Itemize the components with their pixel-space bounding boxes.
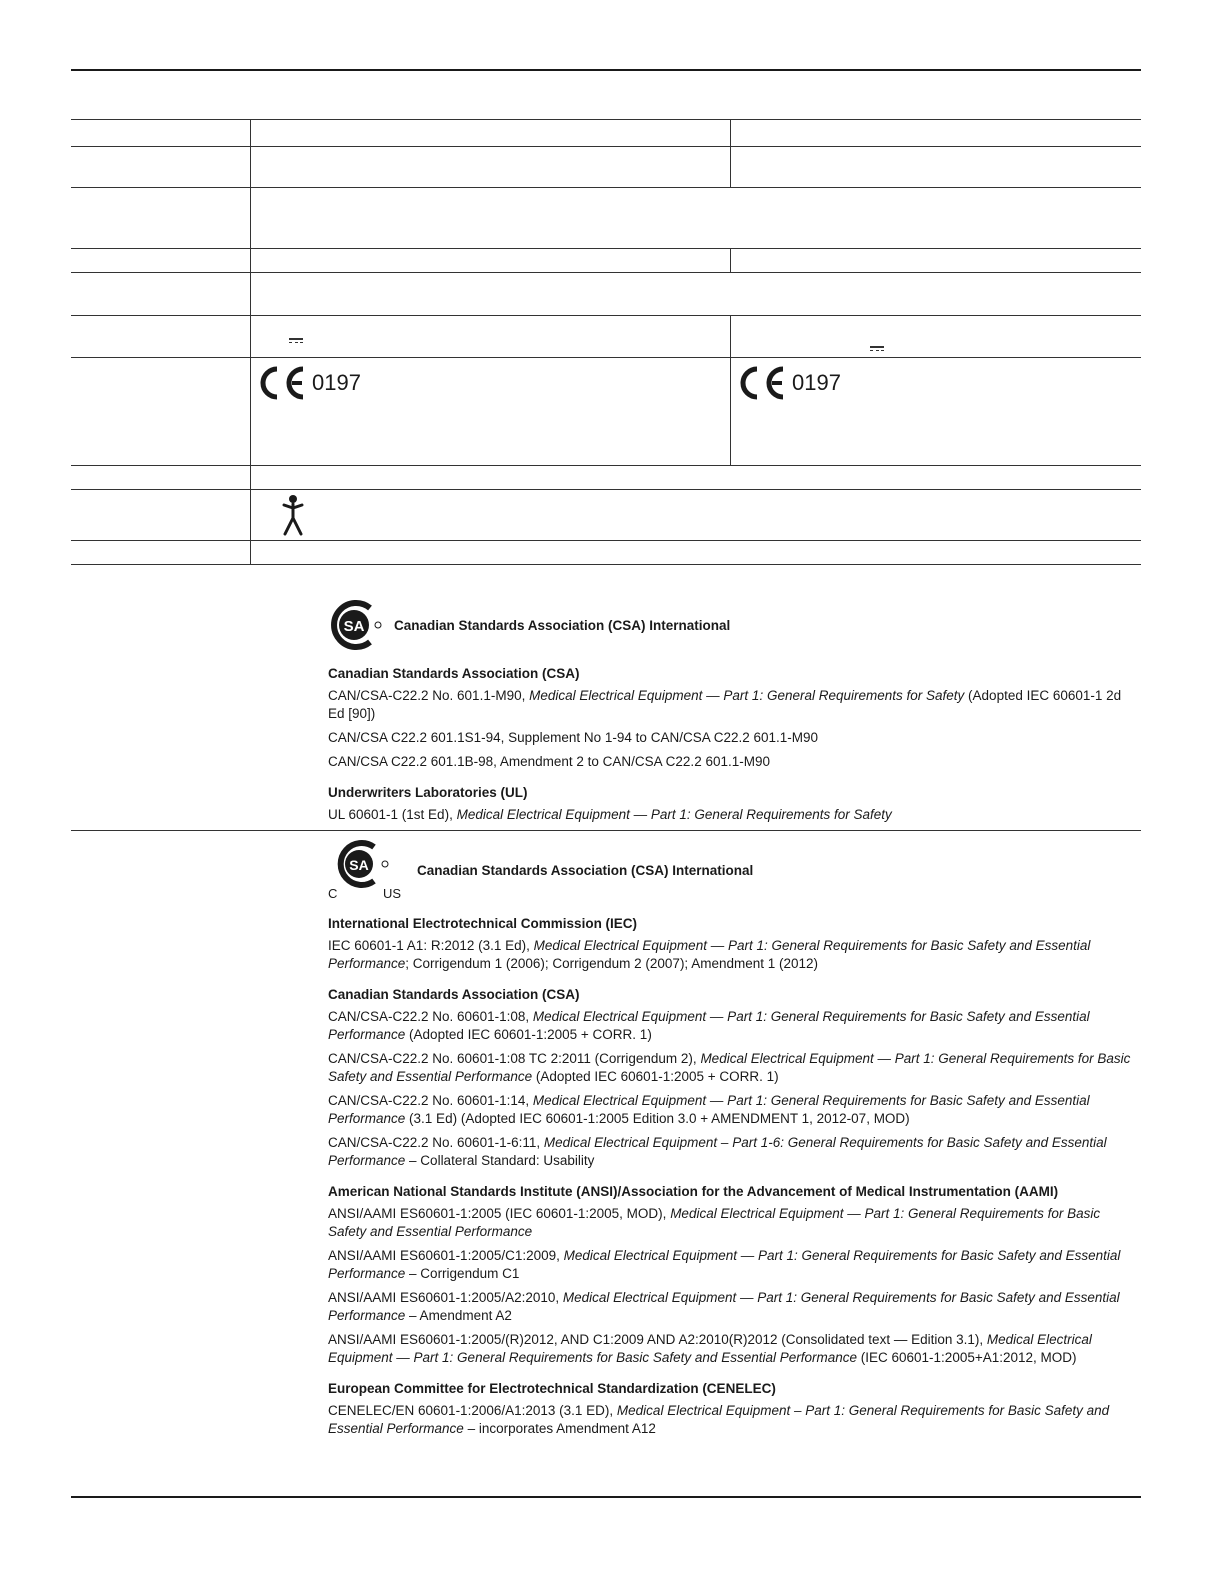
value-cell xyxy=(250,249,730,272)
value-cell xyxy=(250,147,730,187)
value-cell xyxy=(730,147,1141,187)
label-cell xyxy=(71,147,250,187)
ce-mark-icon xyxy=(258,366,306,400)
table-row xyxy=(71,316,1141,358)
standards-block-csa-cus xyxy=(328,838,1141,1444)
standard-item: ANSI/AAMI ES60601-1:2005/(R)2012, AND C1:2009 AND A2:2010(R)2012 (Consolidated text — Edition 3.1), Medical Electrical Equipment — Part 1: General Requirements for Basic Safety and Essential Performance (IEC 60601-1:2005+A1:2012, MOD) xyxy=(328,1332,1092,1365)
label-cell xyxy=(71,273,250,315)
csa-logo-heading xyxy=(328,598,1141,652)
svg-text:SA: SA xyxy=(349,857,369,873)
value-cell xyxy=(250,541,1141,564)
standard-item: CAN/CSA-C22.2 No. 60601-1:08 TC 2:2011 (Corrigendum 2), Medical Electrical Equipment — Part 1: General Requirements for Basic Safety and Essential Performance (Adopted IEC 60601-1:2005 + CORR. 1) xyxy=(328,1051,1131,1084)
value-cell xyxy=(250,466,1141,489)
org-heading: American National Standards Institute (ANSI)/Association for the Advancement of Medical Instrumentation (AAMI) xyxy=(328,1184,1059,1199)
logo-us-text: US xyxy=(383,886,402,901)
csa-cus-logo-heading xyxy=(328,838,1141,902)
table-row xyxy=(71,188,1141,249)
label-cell xyxy=(71,316,250,357)
csa-international-title: Canadian Standards Association (CSA) International xyxy=(417,862,754,878)
value-cell xyxy=(730,249,1141,272)
logo-c-text: C xyxy=(328,886,338,901)
standard-item: CAN/CSA-C22.2 No. 601.1-M90, Medical Electrical Equipment — Part 1: General Requirements for Safety (Adopted IEC 60601-1 2d Ed [90]) xyxy=(328,688,1122,721)
org-heading: European Committee for Electrotechnical Standardization (CENELEC) xyxy=(328,1381,776,1396)
label-cell xyxy=(71,490,250,540)
standard-item: CENELEC/EN 60601-1:2006/A1:2013 (3.1 ED), Medical Electrical Equipment – Part 1: General Requirements for Basic Safety and Essential Performance – incorporates Amendment A12 xyxy=(328,1403,1110,1436)
value-cell xyxy=(250,316,730,357)
standard-item: CAN/CSA C22.2 601.1B-98, Amendment 2 to CAN/CSA C22.2 601.1-M90 xyxy=(328,754,770,769)
csa-international-title: Canadian Standards Association (CSA) International xyxy=(394,617,731,633)
table-row xyxy=(71,249,1141,273)
standard-item: CAN/CSA C22.2 601.1S1-94, Supplement No 1-94 to CAN/CSA C22.2 601.1-M90 xyxy=(328,730,819,745)
standard-item: UL 60601-1 (1st Ed), Medical Electrical Equipment — Part 1: General Requirements for Safety xyxy=(328,807,892,822)
value-cell xyxy=(250,358,730,465)
dc-current-icon xyxy=(870,346,884,351)
label-cell xyxy=(71,358,250,465)
table-row xyxy=(71,273,1141,316)
label-cell xyxy=(71,188,250,248)
ce-notified-body-number: 0197 xyxy=(792,370,841,395)
footer-rule xyxy=(71,1496,1141,1498)
header-rule xyxy=(71,69,1141,71)
applied-part-person-icon xyxy=(278,494,308,536)
standard-item: CAN/CSA-C22.2 No. 60601-1:14, Medical Electrical Equipment — Part 1: General Requirements for Basic Safety and Essential Performance (3.1 Ed) (Adopted IEC 60601-1:2005 Edition 3.0 + AMENDMENT 1, 2012-07, MOD) xyxy=(328,1093,1090,1126)
value-cell xyxy=(250,120,730,146)
ce-mark xyxy=(738,366,841,400)
svg-text:SA: SA xyxy=(343,618,365,635)
csa-logo-icon xyxy=(328,598,388,652)
label-cell xyxy=(71,541,250,564)
standard-item: IEC 60601-1 A1: R:2012 (3.1 Ed), Medical Electrical Equipment — Part 1: General Requirements for Basic Safety and Essential Performance; Corrigendum 1 (2006); Corrigendum 2 (2007); Amendment 1 (2012) xyxy=(328,938,1091,971)
standard-item: ANSI/AAMI ES60601-1:2005/C1:2009, Medical Electrical Equipment — Part 1: General Requirements for Basic Safety and Essential Performance – Corrigendum C1 xyxy=(328,1248,1121,1281)
table-row xyxy=(71,358,1141,466)
org-heading: Underwriters Laboratories (UL) xyxy=(328,785,528,800)
standard-item: CAN/CSA-C22.2 No. 60601-1-6:11, Medical Electrical Equipment – Part 1-6: General Requirements for Basic Safety and Essential Performance – Collateral Standard: Usability xyxy=(328,1135,1107,1168)
org-heading: International Electrotechnical Commission (IEC) xyxy=(328,916,638,931)
value-cell xyxy=(250,273,1141,315)
specification-table xyxy=(71,119,1141,565)
ce-notified-body-number: 0197 xyxy=(312,370,361,395)
standard-item: CAN/CSA-C22.2 No. 60601-1:08, Medical Electrical Equipment — Part 1: General Requirements for Basic Safety and Essential Performance (Adopted IEC 60601-1:2005 + CORR. 1) xyxy=(328,1009,1090,1042)
table-row xyxy=(71,120,1141,147)
org-heading: Canadian Standards Association (CSA) xyxy=(328,987,580,1002)
standard-item: ANSI/AAMI ES60601-1:2005 (IEC 60601-1:2005, MOD), Medical Electrical Equipment — Part 1: General Requirements for Basic Safety and Essential Performance xyxy=(328,1206,1101,1239)
value-cell xyxy=(250,188,1141,248)
csa-logo-icon xyxy=(334,838,394,890)
value-cell xyxy=(730,316,1141,357)
section-divider xyxy=(71,830,1141,831)
label-cell xyxy=(71,120,250,146)
value-cell xyxy=(730,120,1141,146)
table-row xyxy=(71,490,1141,541)
ce-mark-icon xyxy=(738,366,786,400)
value-cell xyxy=(730,358,1141,465)
label-cell xyxy=(71,249,250,272)
csa-cus-logo xyxy=(328,838,412,902)
dc-current-icon xyxy=(289,338,303,343)
standards-block-csa xyxy=(328,598,1141,830)
table-row xyxy=(71,541,1141,565)
label-cell xyxy=(71,466,250,489)
value-cell xyxy=(250,490,1141,540)
org-heading: Canadian Standards Association (CSA) xyxy=(328,666,580,681)
table-row xyxy=(71,466,1141,490)
table-row xyxy=(71,147,1141,188)
ce-mark xyxy=(258,366,361,400)
standard-item: ANSI/AAMI ES60601-1:2005/A2:2010, Medical Electrical Equipment — Part 1: General Requirements for Basic Safety and Essential Performance – Amendment A2 xyxy=(328,1290,1120,1323)
